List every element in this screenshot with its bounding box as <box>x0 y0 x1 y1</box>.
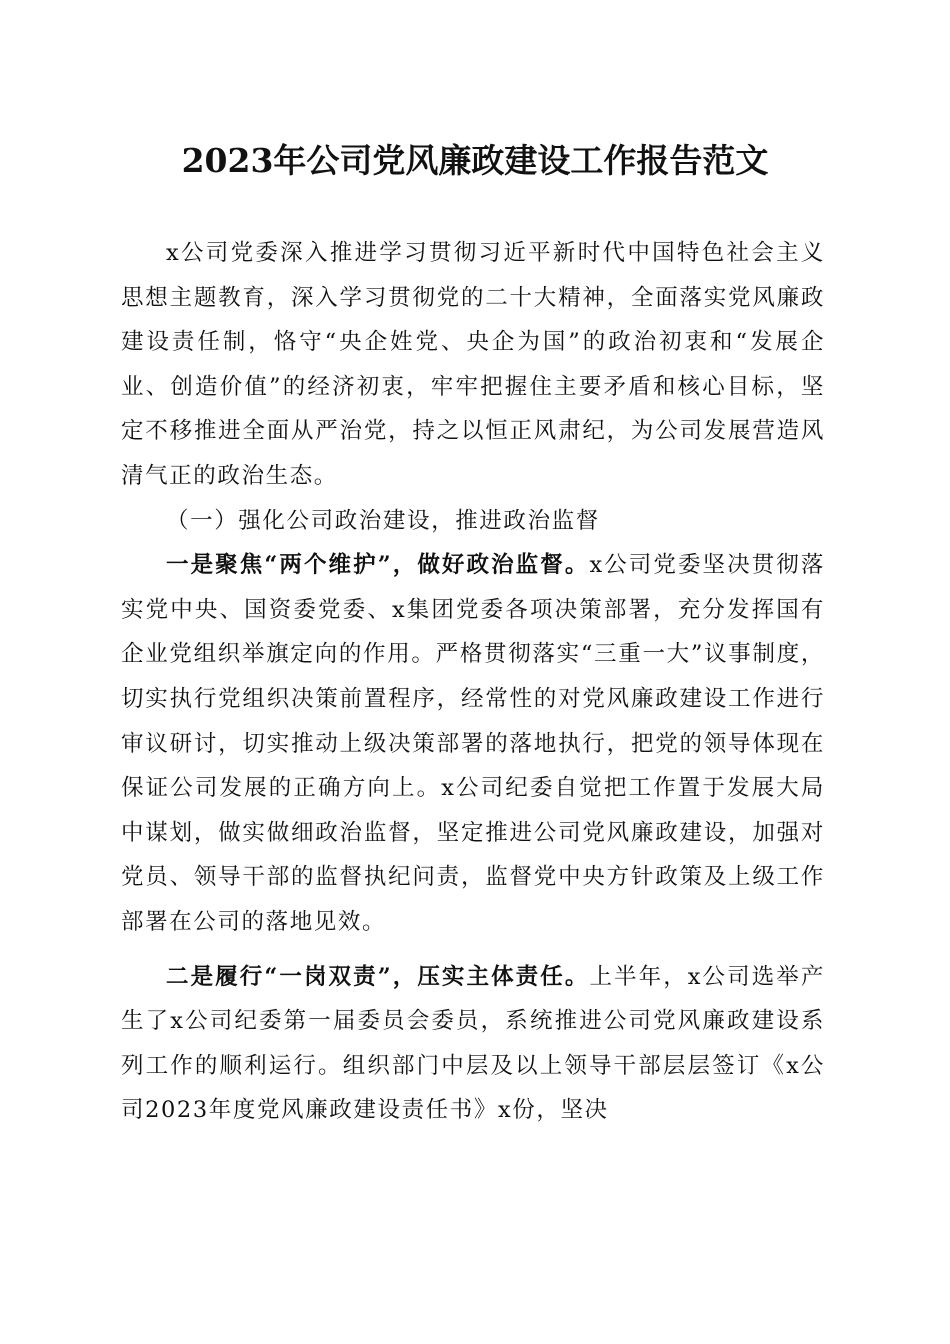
document-body <box>121 231 825 1133</box>
document-title: 2023年公司党风廉政建设工作报告范文 <box>181 141 769 180</box>
section-heading: （一）强化公司政治建设，推进政治监督 <box>166 507 600 534</box>
paragraph-2-lead: 二是履行“一岗双责”，压实主体责任。 <box>166 963 590 990</box>
intro-paragraph: x公司党委深入推进学习贯彻习近平新时代中国特色社会主义思想主题教育，深入学习贯彻党的二十大精神，全面落实党风廉政建设责任制，恪守“央企姓党、央企为国”的政治初衷和“发展企业、创造价值”的经济初衷，牢牢把握住主要矛盾和核心目标，坚定不移推进全面从严治党，持之以恒正风肃纪，为公司发展营造风清气正的政治生态。 <box>121 240 825 489</box>
paragraph-2 <box>121 955 825 1133</box>
paragraph-2-body: 上半年，x公司选举产生了x公司纪委第一届委员会委员，系统推进公司党风廉政建设系列工作的顺利运行。组织部门中层及以上领导干部层层签订《x公司2023年度党风廉政建设责任书》x份，坚决 <box>121 963 825 1124</box>
paragraph-1 <box>121 543 825 944</box>
paragraph-1-body: x公司党委坚决贯彻落实党中央、国资委党委、x集团党委各项决策部署，充分发挥国有企业党组织举旗定向的作用。严格贯彻落实“三重一大”议事制度，切实执行党组织决策前置程序，经常性的对党风廉政建设工作进行审议研讨，切实推动上级决策部署的落地执行，把党的领导体现在保证公司发展的正确方向上。x公司纪委自觉把工作置于发展大局中谋划，做实做细政治监督，坚定推进公司党风廉政建设，加强对党员、领导干部的监督执纪问责，监督党中央方针政策及上级工作部署在公司的落地见效。 <box>121 552 825 935</box>
paragraph-1-lead: 一是聚焦“两个维护”，做好政治监督。 <box>166 552 590 579</box>
